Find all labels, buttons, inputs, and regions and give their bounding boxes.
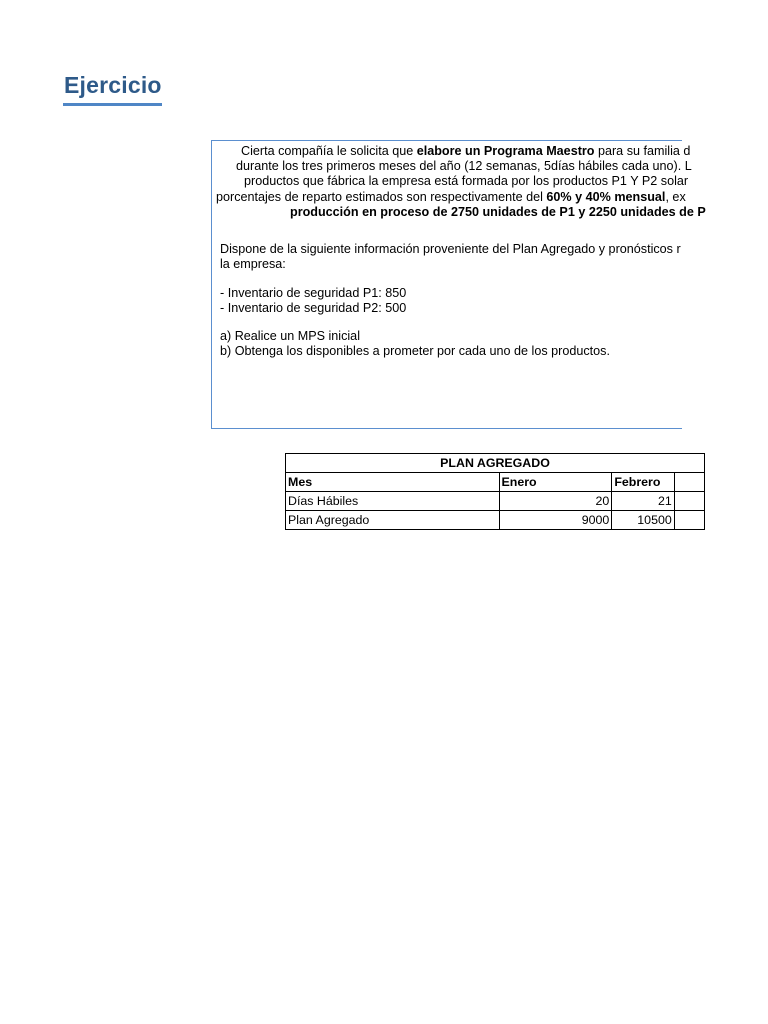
- table-cell: 10500: [612, 511, 674, 530]
- text-run: porcentajes de reparto estimados son respectivamente del: [216, 189, 547, 204]
- intro-line: [216, 190, 686, 205]
- table-title: PLAN AGREGADO: [286, 454, 705, 473]
- intro-line: [241, 144, 711, 159]
- info-paragraph-cont: [220, 257, 690, 272]
- header-month: Febrero: [612, 473, 674, 492]
- exercise-intro-paragraph: [212, 144, 706, 220]
- table-cell: [674, 511, 704, 530]
- text-run: productos que fábrica la empresa está formada por los productos P1 Y P2 solar: [244, 174, 689, 189]
- table-cell: 20: [499, 492, 612, 511]
- intro-line: [244, 174, 714, 189]
- safety-inventory-p1: - Inventario de seguridad P1: 850: [220, 286, 407, 300]
- table-row: [286, 511, 705, 530]
- safety-inventory-list: [220, 286, 690, 316]
- header-month: Enero: [499, 473, 612, 492]
- task-list: [220, 329, 690, 359]
- plan-agregado-table: [285, 453, 705, 530]
- header-label: Mes: [286, 473, 500, 492]
- task-a: a) Realice un MPS inicial: [220, 329, 360, 343]
- row-label: Plan Agregado: [286, 511, 500, 530]
- intro-line: [290, 205, 760, 220]
- plan-agregado-table-wrapper: [285, 453, 681, 533]
- text-run: , ex: [665, 189, 686, 204]
- text-run: Cierta compañía le solicita que: [241, 144, 417, 158]
- page-title: Ejercicio: [64, 72, 162, 98]
- row-label: Días Hábiles: [286, 492, 500, 511]
- task-b: b) Obtenga los disponibles a prometer por cada uno de los productos.: [220, 344, 610, 359]
- bold-text-run: elabore un Programa Maestro: [416, 144, 595, 158]
- info-paragraph: [220, 242, 693, 257]
- table-cell: [674, 473, 704, 492]
- table-cell: 21: [612, 492, 674, 511]
- table-row: [286, 492, 705, 511]
- table-cell: [674, 492, 704, 511]
- info-line-1: Dispone de la siguiente información proveniente del Plan Agregado y pronósticos r: [220, 242, 681, 256]
- text-run: durante los tres primeros meses del año (12 semanas, 5días hábiles cada uno). L: [236, 159, 692, 174]
- table-title-row: [286, 454, 705, 473]
- exercise-text-box: [211, 140, 706, 429]
- bold-text-run: 60% y 40% mensual: [546, 189, 666, 204]
- title-underline: [63, 103, 162, 106]
- bold-text-run: producción en proceso de 2750 unidades de P1 y 2250 unidades de P: [290, 204, 706, 219]
- table-cell: 9000: [499, 511, 612, 530]
- safety-inventory-p2: - Inventario de seguridad P2: 500: [220, 301, 407, 316]
- info-line-2: la empresa:: [220, 257, 286, 271]
- intro-line: [236, 159, 706, 174]
- text-run: para su familia d: [594, 144, 691, 158]
- table-header-row: [286, 473, 705, 492]
